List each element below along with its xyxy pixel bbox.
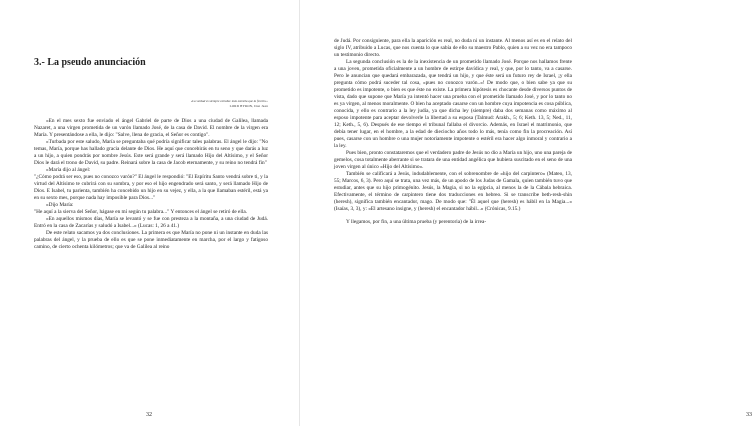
left-text-column xyxy=(34,118,268,251)
paragraph: La segunda conclusión es la de la inexistencia de un prometido llamado José. Porque nos hallamos frente a una joven, prometida oficialmente a un hombre de estirpe davídica y real, y que, por lo tanto, va a casarse. Pero le anuncian que quedará embarazada, que tendrá un hijo, y que éste será un futuro rey de Israel, ¡y ella pregunta cómo podrá suceder tal cosa, «pues no conozco varón..»! De modo que, o bien sabe ya que su prometido es impotente, o bien es que éste no existe. La primera hipótesis es chocante desde diversos puntos de vista, dado que supone que María ya intentó hacer una prueba con el prometido llamado José, y por lo tanto no es ya virgen, al menos moralmente. O bien ha aceptado casarse con un hombre cuya impotencia es cosa pública, conocida, y ello es contrario a la ley judía, ya que dicha ley (siempre) daba dos semanas como máximo al esposo impotente para aceptar devolverle la libertad a su esposa (Talmud: Arakh., 5; 6; Keth. 13, 5; Ned., 11, 12; Keth., 5, 6). Después de ese tiempo el tribunal fallaba el divorcio. Además, en Israel el matrimonio, que debía tener lugar, en el hombre, a la edad de dieciocho años todo lo más, tenía como fin la procreación. Así pues, casarse con un hombre o una mujer notoriamente impotente o estéril era hacer algo inmoral y contrario a la ley. xyxy=(334,59,572,149)
left-page xyxy=(0,0,300,426)
paragraph: »En aquellos mismos días, María se levantó y se fue con presteza a la montaña, a una ciudad de Judá. Entró en la casa de Zacarías y saludó a Isabel...» (Lucas: 1, 26 a 41.) xyxy=(34,216,268,229)
paragraph: "He aquí a la sierva del Señor, hágase en mí según tu palabra..." Y entonces el ángel se retiró de ella. xyxy=(34,209,248,215)
chapter-title: 3.- La pseudo anunciación xyxy=(34,57,146,68)
paragraph: Pues bien, pronto constataremos que el verdadero padre de Jesús no dio a María un hijo, uno una pareja de gemelos, cosa totalmente aberrante si se tratara de una entidad angélica que hubiera suscitado en el seno de una joven virgen al único «Hijo del Altísimo». xyxy=(334,150,572,170)
paragraph: de Judá. Por consiguiente, para ella la aparición es real, no duda ni un instante. Al menos así es en el relato del siglo IV, atribuido a Lucas, que nos cuenta lo que sabía de ello su maestro Pablo, quien a su vez no era tampoco un testimonio directo. xyxy=(334,38,572,58)
epigraph-source: LORD BYRON, Don Juan xyxy=(229,104,268,108)
paragraph: «En el mes sexto fue enviado el ángel Gabriel de parte de Dios a una ciudad de Galilea, llamada Nazaret, a una virgen prometida de un varón llamado José, de la casa de David. El nombre de la virgen era María. Y presentándose a ella, le dijo: "Salve, llena de gracia, el Señor es contigo". xyxy=(34,118,268,138)
paragraph: »Turbada por este saludo, María se preguntaba qué podría significar tales palabras. El ángel le dijo: "No temas, María, porque has hallado gracia delante de Dios. He aquí que concebirás en tu seno y que darás a luz a un hijo, a quien pondrás por nombre Jesús. Este será grande y será llamado Hijo del Altísimo, y el Señor Dios le dará el trono de David, su padre. Reinará sobre la casa de Jacob eternamente, y su reino no tendrá fin" xyxy=(34,139,268,166)
paragraph: »Dijo María: xyxy=(46,202,74,208)
epigraph xyxy=(148,99,268,109)
paragraph: »María dijo al ángel: xyxy=(46,167,91,173)
right-text-column xyxy=(334,38,572,226)
page-number: 32 xyxy=(146,412,152,418)
paragraph: "¿Cómo podrá ser eso, pues no conozco varón?" El ángel le respondió: "El Espíritu Santo vendrá sobre ti, y la virtud del Altísimo te cubrirá con su sombra, y por eso el hijo engendrado será santo, y será llamado Hijo de Dios. E Isabel, tu parienta, también ha concebido un hijo en su vejez, y ella, a la que llamaban estéril, está ya en su sexto mes, porque nada hay imposible para Dios..." xyxy=(34,174,268,201)
paragraph: De este relato sacamos ya dos conclusiones. La primera es que María no pone ni un instante en duda las palabras del ángel, y la prueba de ello es que se pone inmediatamente en marcha, por el largo y fatigoso camino, de cierto ochenta kilómetros; que va de Galilea al reino xyxy=(34,230,268,250)
right-page xyxy=(300,0,752,426)
paragraph: También se calificará a Jesús, indudablemente, con el sobrenombre de «hijo del carpintero» (Mateo, 13, 55; Marcos, 6, 3). Pero aquí se trata, una vez más, de un apodo de los Judas de Gamala, quien también tuvo que estudiar, antes que su hijo primogénito. Jesús, la Magia, si no la egipcia, al menos la de la Cábala hebraica. Efectivamente, el término de carpintero tiene dos traducciones en hebreo. Si se transcribe beth-resh-shin (heresh), significa también encantador, mago. De modo que: "Él aquel que (heresh) es hábil en la Magia...» (Isaías, 3, 3), y: «El artesano insigne, y (heresh) el encantador hábil...» (Crónicas, 9.15.) xyxy=(334,171,572,212)
page-number: 33 xyxy=(746,412,752,418)
epigraph-text: «La verdad es siempre extraña: más extraña que la ficción.» xyxy=(190,99,268,103)
paragraph: Y llegamos, por fin, a una última prueba (y perentoria) de la irrea- xyxy=(346,219,487,225)
